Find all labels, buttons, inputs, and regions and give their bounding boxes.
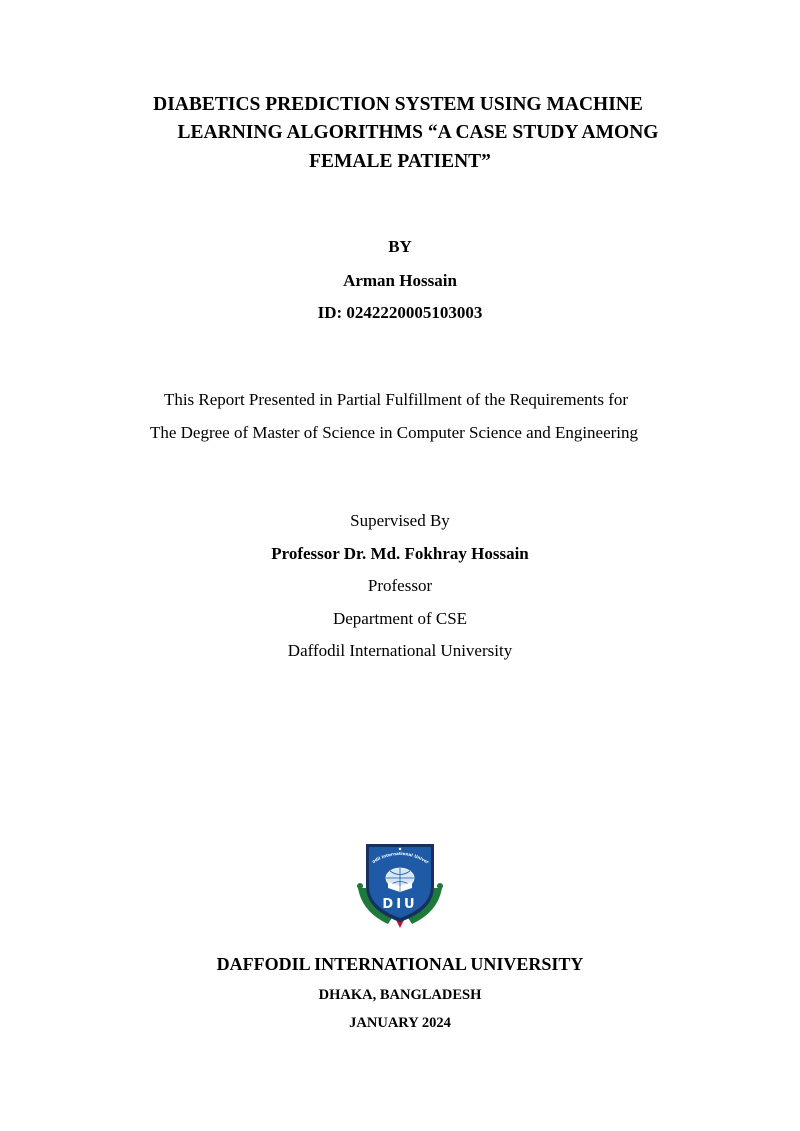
statement-line-1: This Report Presented in Partial Fulfillment of the Requirements for — [163, 390, 629, 409]
title-line-2: LEARNING ALGORITHMS “A CASE STUDY AMONG — [177, 122, 659, 143]
footer-university: DAFFODIL INTERNATIONAL UNIVERSITY — [216, 954, 584, 974]
title-line-3: FEMALE PATIENT” — [309, 151, 491, 172]
supervisor-department: Department of CSE — [332, 609, 468, 628]
footer-date: JANUARY 2024 — [349, 1015, 451, 1031]
title-line-1: DIABETICS PREDICTION SYSTEM USING MACHINE — [153, 94, 643, 115]
author-name: Arman Hossain — [343, 271, 457, 290]
by-label: BY — [388, 237, 412, 256]
footer-location: DHAKA, BANGLADESH — [318, 987, 482, 1003]
statement-line-2: The Degree of Master of Science in Computer Science and Engineering — [149, 423, 639, 442]
supervisor-name: Professor Dr. Md. Fokhray Hossain — [271, 544, 529, 563]
supervisor-university: Daffodil International University — [287, 641, 513, 660]
logo-letters: DIU — [382, 897, 418, 912]
supervisor-designation: Professor — [367, 576, 433, 595]
supervised-by-label: Supervised By — [350, 511, 450, 530]
author-id: ID: 0242220005103003 — [317, 303, 483, 322]
logo-arc-text: odil International Univer — [371, 850, 430, 865]
university-crest-icon — [352, 838, 448, 934]
